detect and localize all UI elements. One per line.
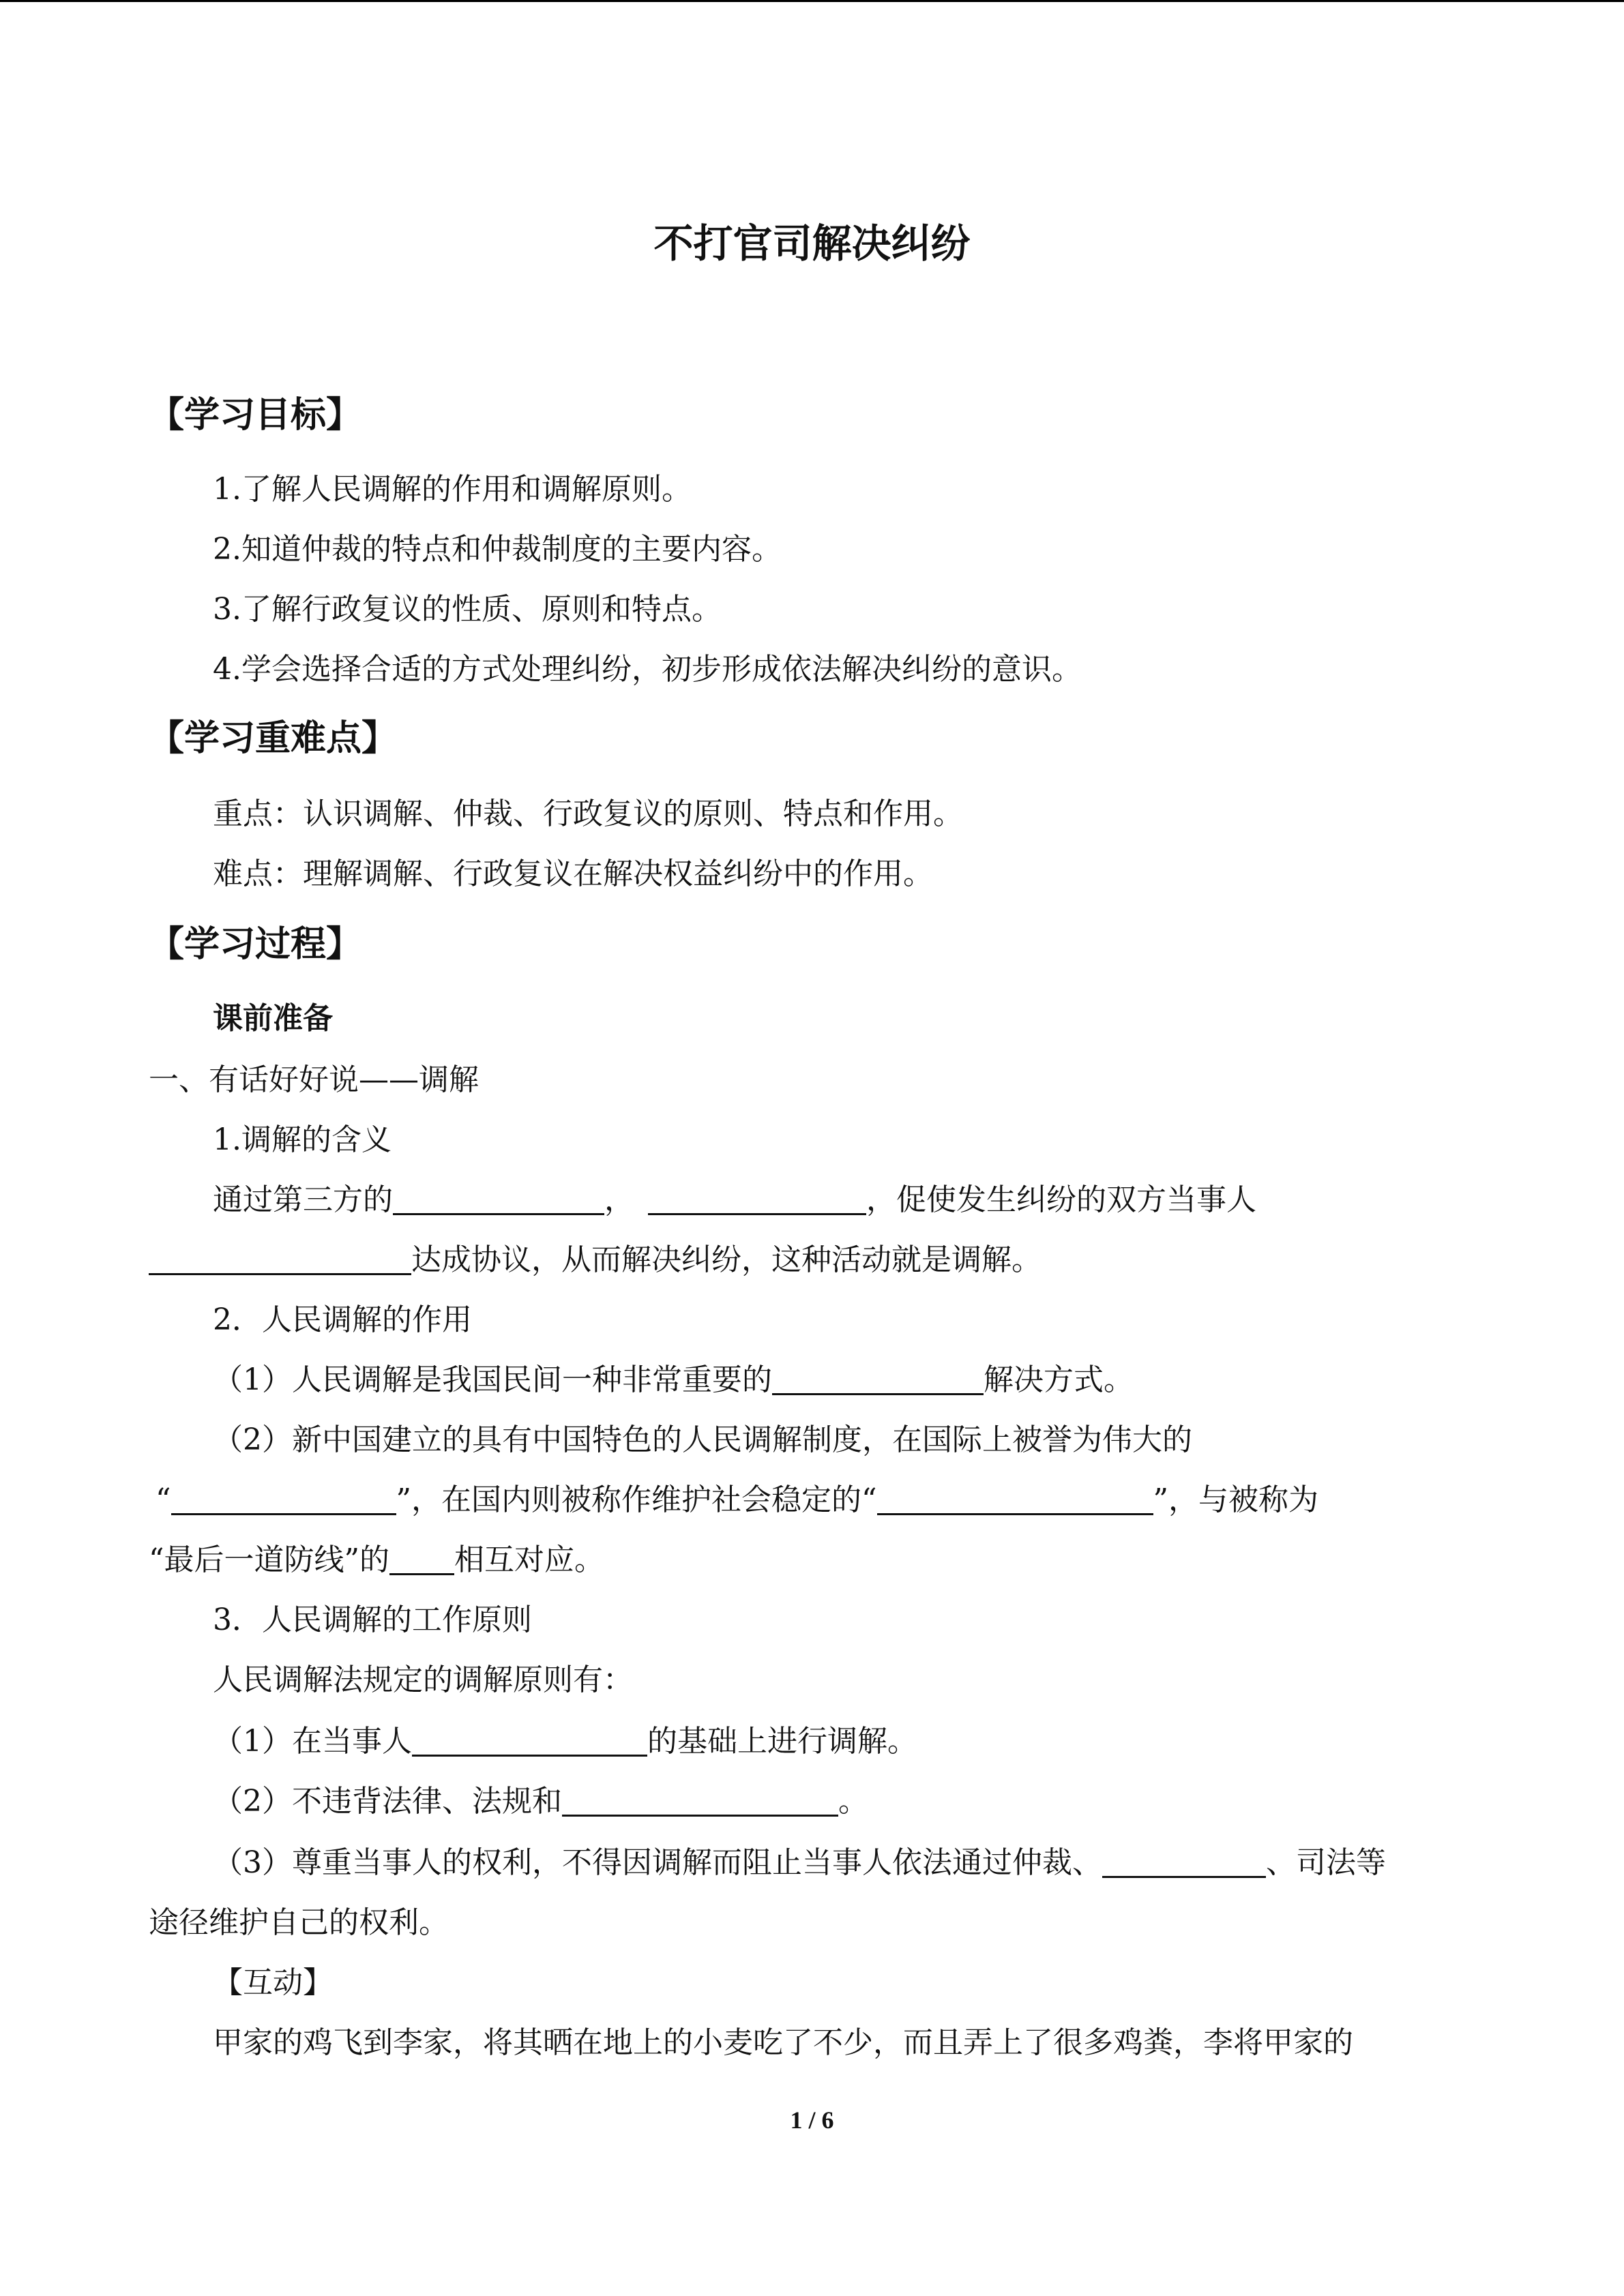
item-title: 3．人民调解的工作原则: [213, 1602, 532, 1637]
text-segment: ，促使发生纠纷的双方当事人: [866, 1182, 1256, 1217]
section-heading-process: 【学习过程】: [149, 924, 362, 965]
fill-blank[interactable]: [149, 1243, 411, 1275]
role-item: [213, 1362, 1134, 1399]
role-item-continued: [149, 1542, 604, 1579]
fill-blank[interactable]: [648, 1183, 866, 1215]
text-segment: （3）尊重当事人的权利，不得因调解而阻止当事人依法通过仲裁、: [213, 1845, 1102, 1880]
definition-line: [213, 1182, 1256, 1219]
page-number: 1 / 6: [790, 2106, 834, 2134]
subheading-prep: 课前准备: [213, 1001, 333, 1036]
objective-item: 4.学会选择合适的方式处理纠纷，初步形成依法解决纠纷的意识。: [213, 652, 1082, 687]
text-segment: 、司法等: [1266, 1845, 1386, 1880]
section-heading-objectives: 【学习目标】: [149, 395, 362, 436]
fill-blank[interactable]: [772, 1363, 984, 1395]
role-item: （2）新中国建立的具有中国特色的人民调解制度，在国际上被誉为伟大的: [213, 1422, 1192, 1457]
principle-item: [213, 1784, 868, 1820]
text-segment: （2）不违背法律、法规和: [213, 1784, 562, 1819]
section-heading-key-points: 【学习重难点】: [149, 718, 398, 759]
text-segment: 达成协议，从而解决纠纷，这种活动就是调解。: [411, 1242, 1042, 1277]
principle-item-continued: 途径维护自己的权利。: [149, 1905, 449, 1940]
text-segment: （1）人民调解是我国民间一种非常重要的: [213, 1362, 772, 1397]
text-segment: 相互对应。: [454, 1542, 604, 1577]
text-segment: （1）在当事人: [213, 1724, 412, 1759]
key-point-difficult: 难点：理解调解、行政复议在解决权益纠纷中的作用。: [213, 856, 933, 891]
text-segment: ”，在国内则被称作维护社会稳定的“: [396, 1482, 877, 1517]
text-segment: “: [156, 1482, 171, 1517]
role-item-continued: [156, 1482, 1318, 1519]
item-title: 2．人民调解的作用: [213, 1302, 472, 1337]
text-segment: 通过第三方的: [213, 1182, 393, 1217]
fill-blank[interactable]: [1102, 1846, 1266, 1878]
fill-blank[interactable]: [412, 1725, 647, 1757]
text-segment: ，: [604, 1182, 634, 1217]
text-segment: 解决方式。: [984, 1362, 1134, 1397]
interaction-label: 【互动】: [213, 1965, 333, 2000]
principle-item: [213, 1845, 1386, 1881]
objective-item: 2.知道仲裁的特点和仲裁制度的主要内容。: [213, 532, 782, 567]
fill-blank[interactable]: [393, 1183, 604, 1215]
text-segment: “最后一道防线”的: [149, 1542, 389, 1577]
definition-line: [149, 1242, 1042, 1279]
principles-intro: 人民调解法规定的调解原则有：: [213, 1663, 633, 1697]
text-segment: ”，与被称为: [1153, 1482, 1318, 1517]
principle-item: [213, 1724, 917, 1760]
fill-blank[interactable]: [389, 1543, 454, 1575]
page-title: 不打官司解决纠纷: [653, 220, 971, 267]
fill-blank[interactable]: [562, 1785, 838, 1817]
objective-item: 1.了解人民调解的作用和调解原则。: [213, 472, 692, 507]
fill-blank[interactable]: [877, 1483, 1153, 1515]
objective-item: 3.了解行政复议的性质、原则和特点。: [213, 592, 722, 627]
part-heading: 一、有话好好说——调解: [149, 1062, 479, 1097]
interaction-text: 甲家的鸡飞到李家，将其晒在地上的小麦吃了不少，而且弄上了很多鸡粪，李将甲家的: [213, 2025, 1353, 2060]
item-title: 1.调解的含义: [213, 1122, 392, 1157]
key-point-important: 重点：认识调解、仲裁、行政复议的原则、特点和作用。: [213, 796, 963, 831]
fill-blank[interactable]: [171, 1483, 396, 1515]
text-segment: 的基础上进行调解。: [647, 1724, 917, 1759]
text-segment: 。: [838, 1784, 868, 1819]
top-border: [0, 0, 1624, 2]
